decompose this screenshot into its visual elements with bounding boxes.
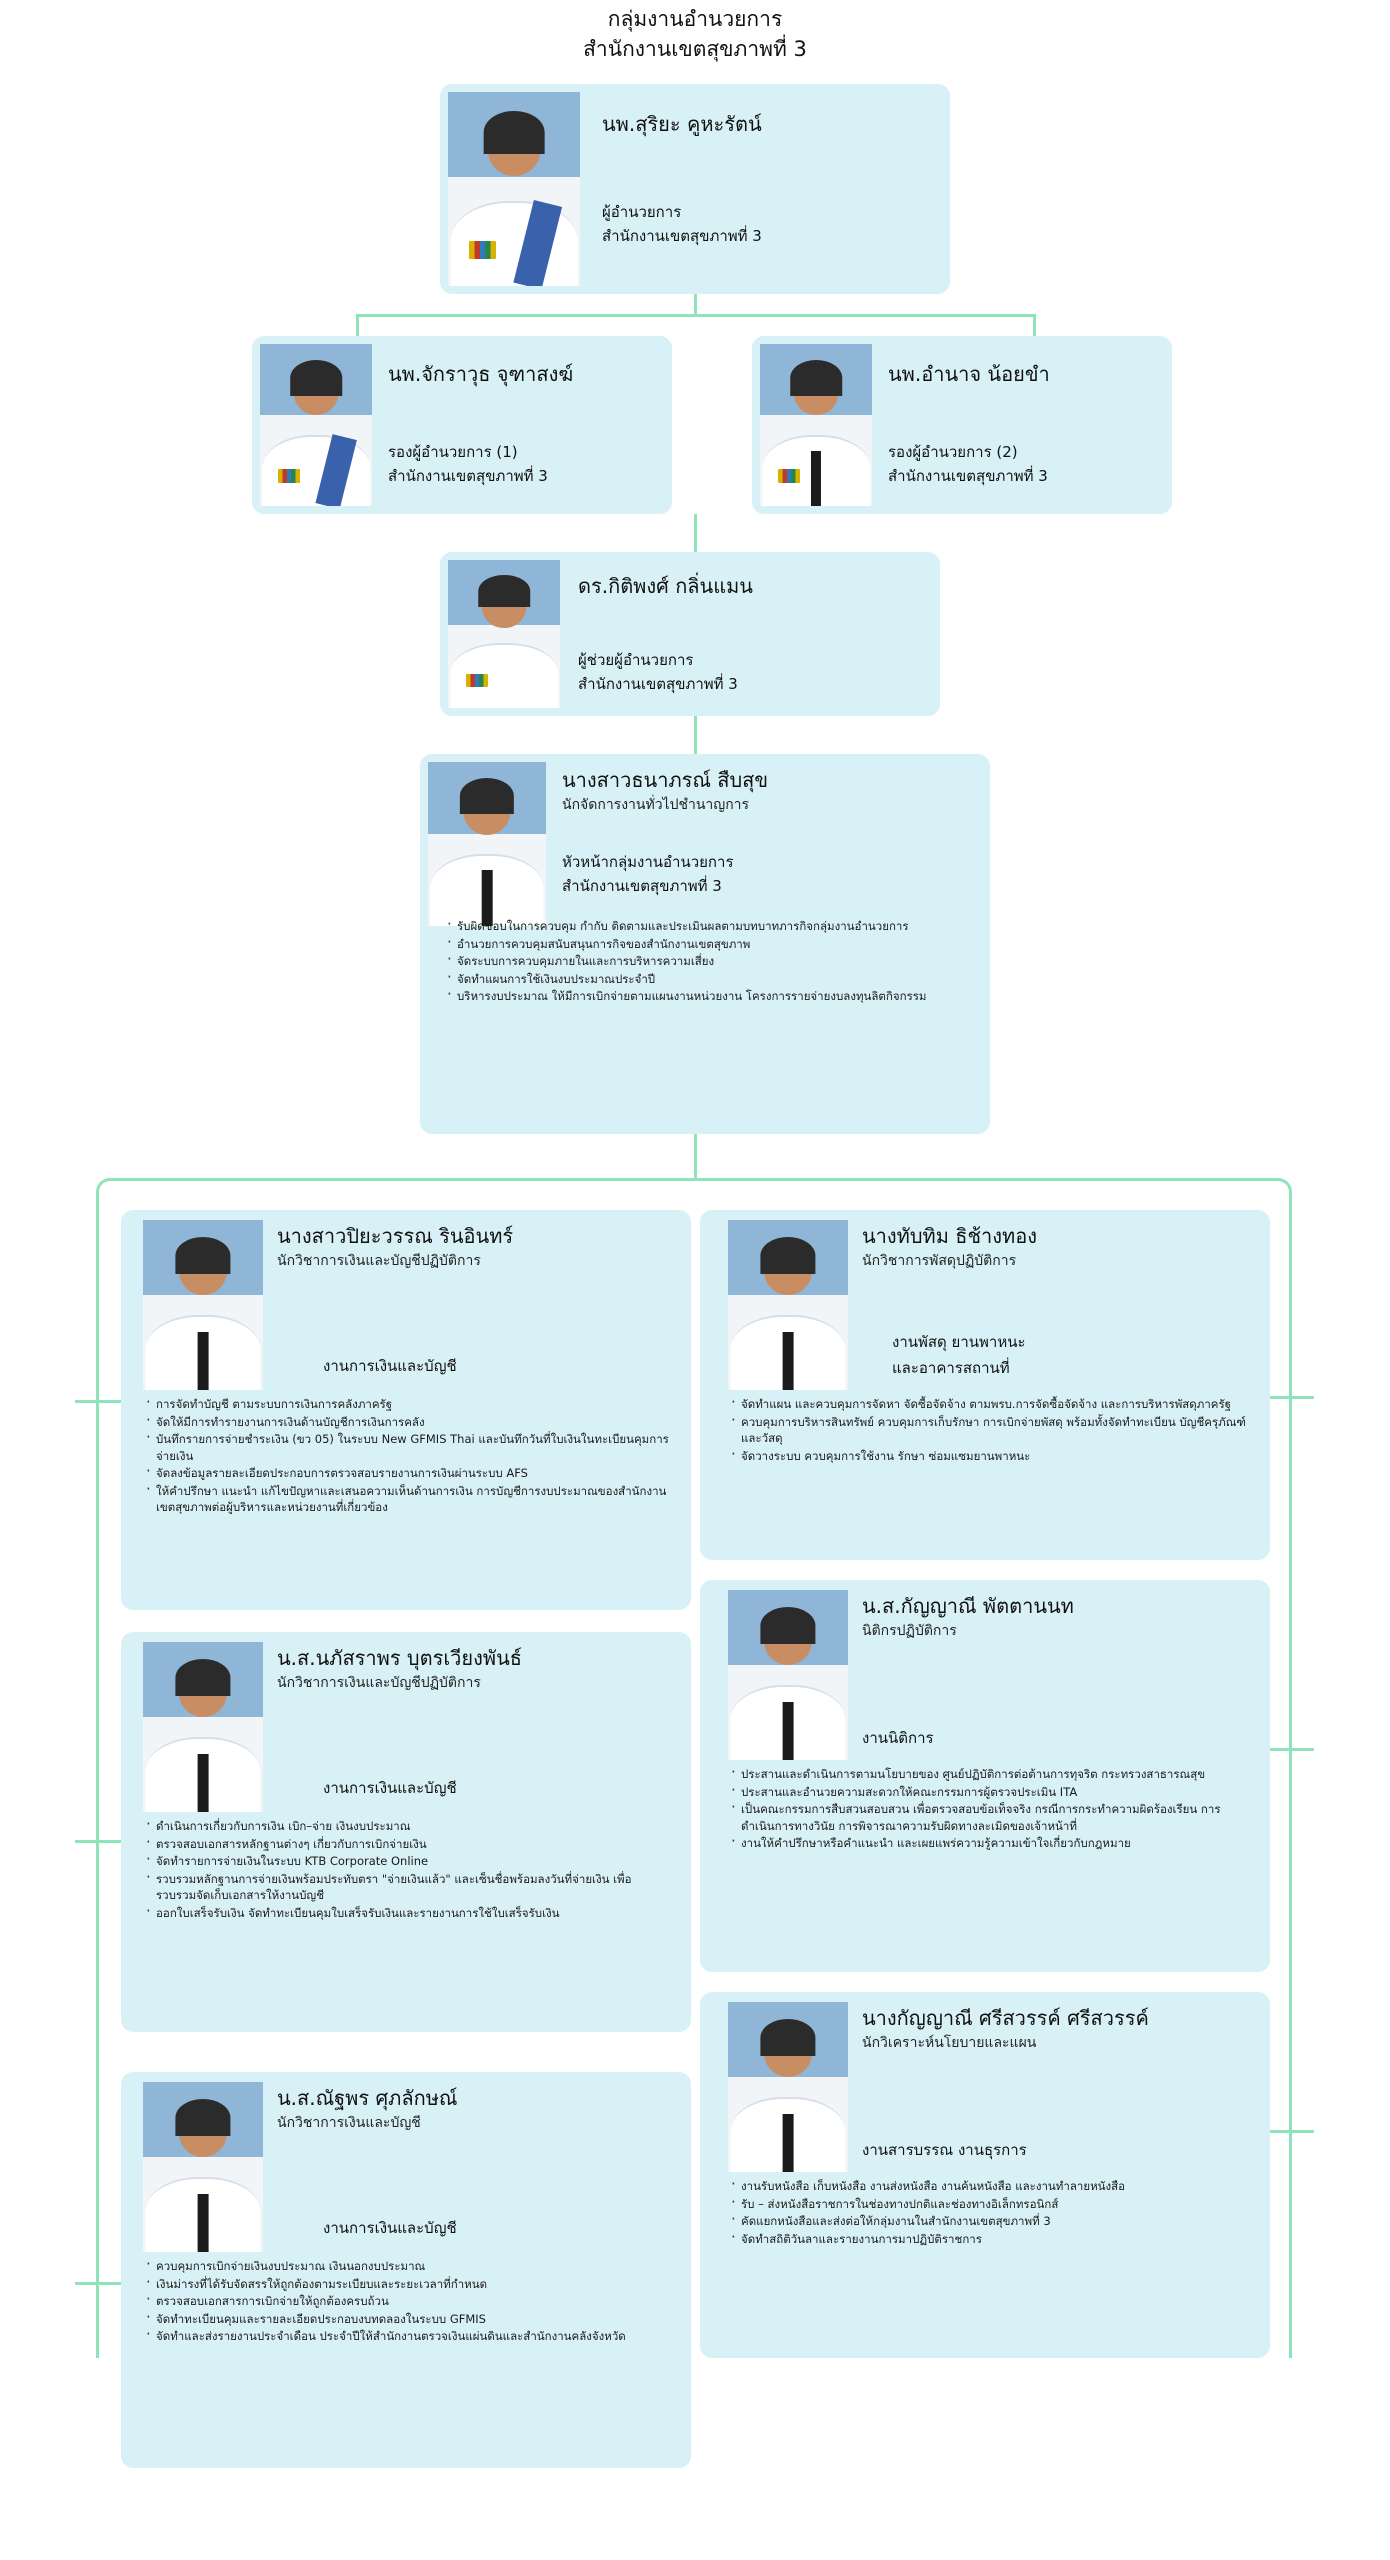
node-assistant-director[interactable] bbox=[440, 552, 940, 716]
avatar-staff-finance-3 bbox=[143, 2082, 263, 2252]
staff-legal-group: งานนิติการ bbox=[862, 1729, 934, 1747]
avatar-staff-finance-1 bbox=[143, 1220, 263, 1390]
staff-supplies-duties bbox=[728, 1396, 1250, 1465]
connector-head-down bbox=[694, 716, 697, 754]
list-item: · คัดแยกหนังสือและส่งต่อให้กลุ่มงานในสำนักงานเขตสุขภาพที่ 3 bbox=[741, 2213, 1250, 2230]
list-item: · จัดทำสถิติวันลาและรายงานการมาปฏิบัติราชการ bbox=[741, 2231, 1250, 2248]
director-name: นพ.สุริยะ คูหะรัตน์ bbox=[602, 112, 762, 136]
list-item: · บันทึกรายการจ่ายชำระเงิน (ขว 05) ในระบบ New GFMIS Thai และบันทึกวันที่ใบเงินในทะเบียนคุมการจ่ายเงิน bbox=[156, 1431, 671, 1464]
page-title bbox=[0, 4, 1390, 64]
connector-stub-right-2 bbox=[1268, 1748, 1314, 1751]
list-item: · รวบรวมหลักฐานการจ่ายเงินพร้อมประทับตรา "จ่ายเงินแล้ว" และเซ็นชื่อพร้อมลงวันที่จ่ายเงิน เพื่อรวบรวมจัดเก็บเอกสารให้งานบัญชี bbox=[156, 1871, 671, 1904]
head-of-group-role-line1: หัวหน้ากลุ่มงานอำนวยการ bbox=[562, 853, 734, 871]
list-item: · จัดทำและส่งรายงานประจำเดือน ประจำปีให้สำนักงานตรวจเงินแผ่นดินและสำนักงานคลังจังหวัด bbox=[156, 2328, 671, 2345]
assistant-director-name: ดร.กิติพงศ์ กลิ่นแมน bbox=[578, 574, 753, 598]
list-item: · ให้คำปรึกษา แนะนำ แก้ไขปัญหาและเสนอความเห็นด้านการเงิน การบัญชีการงบประมาณของสำนักงานเขตสุขภาพต่อผู้บริหารและหน่วยงานที่เกี่ยวข้อง bbox=[156, 1483, 671, 1516]
list-item: · ตรวจสอบเอกสารการเบิกจ่ายให้ถูกต้องครบถ้วน bbox=[156, 2293, 671, 2310]
avatar-head-of-group bbox=[428, 762, 546, 926]
list-item: · จัดทำทะเบียนคุมและรายละเอียดประกอบงบทดลองในระบบ GFMIS bbox=[156, 2311, 671, 2328]
avatar-director bbox=[448, 92, 580, 286]
node-deputy-2[interactable] bbox=[752, 336, 1172, 514]
connector-head-to-bracket bbox=[694, 1134, 697, 1178]
deputy-1-name: นพ.จักราวุธ จุฑาสงฆ์ bbox=[388, 362, 574, 386]
staff-administration-name: นางกัญญาณี ศรีสวรรค์ ศรีสวรรค์ bbox=[862, 2006, 1149, 2030]
node-staff-legal[interactable] bbox=[700, 1580, 1270, 1972]
node-staff-finance-1[interactable] bbox=[121, 1210, 691, 1610]
list-item: · งานให้คำปรึกษาหรือคำแนะนำ และเผยแพร่ความรู้ความเข้าใจเกี่ยวกับกฎหมาย bbox=[741, 1835, 1250, 1852]
head-of-group-duties bbox=[444, 918, 974, 1006]
head-of-group-role-line2: สำนักงานเขตสุขภาพที่ 3 bbox=[562, 877, 722, 895]
avatar-deputy-2 bbox=[760, 344, 872, 506]
page-title-line2: สำนักงานเขตสุขภาพที่ 3 bbox=[583, 37, 807, 61]
connector-assistant-down bbox=[694, 514, 697, 552]
list-item: · ควบคุมการบริหารสินทรัพย์ ควบคุมการเก็บรักษา การเบิกจ่ายพัสดุ พร้อมทั้งจัดทำทะเบียน บัญชีครุภัณฑ์และวัสดุ bbox=[741, 1414, 1250, 1447]
director-role-line2: สำนักงานเขตสุขภาพที่ 3 bbox=[602, 227, 762, 245]
list-item: · ดำเนินการเกี่ยวกับการเงิน เบิก–จ่าย เงินงบประมาณ bbox=[156, 1818, 671, 1835]
list-item: · ประสานและอำนวยความสะดวกให้คณะกรรมการผู้ตรวจประเมิน ITA bbox=[741, 1784, 1250, 1801]
deputy-2-name: นพ.อำนาจ น้อยขำ bbox=[888, 362, 1050, 386]
list-item: · จัดระบบการควบคุมภายในและการบริหารความเสี่ยง bbox=[457, 953, 974, 970]
deputy-1-role-line1: รองผู้อำนวยการ (1) bbox=[388, 443, 518, 461]
list-item: · งานรับหนังสือ เก็บหนังสือ งานส่งหนังสือ งานค้นหนังสือ และงานทำลายหนังสือ bbox=[741, 2178, 1250, 2195]
connector-director-down bbox=[694, 292, 697, 316]
connector-deputy2-down bbox=[1033, 314, 1036, 336]
connector-stub-left-1 bbox=[75, 1400, 121, 1403]
assistant-director-role-line2: สำนักงานเขตสุขภาพที่ 3 bbox=[578, 675, 738, 693]
node-director[interactable] bbox=[440, 84, 950, 294]
node-head-of-group[interactable] bbox=[420, 754, 990, 1134]
node-deputy-1[interactable] bbox=[252, 336, 672, 514]
staff-finance-2-position: นักวิชาการเงินและบัญชีปฏิบัติการ bbox=[277, 1675, 481, 1691]
deputy-2-role-line1: รองผู้อำนวยการ (2) bbox=[888, 443, 1018, 461]
staff-supplies-group-line1: งานพัสดุ ยานพาหนะ bbox=[892, 1333, 1026, 1351]
director-role-line1: ผู้อำนวยการ bbox=[602, 203, 682, 221]
staff-finance-2-duties bbox=[143, 1818, 671, 1922]
staff-finance-2-name: น.ส.นภัสราพร บุตรเวียงพันธ์ bbox=[277, 1646, 522, 1670]
staff-finance-1-name: นางสาวปิยะวรรณ รินอินทร์ bbox=[277, 1224, 514, 1248]
list-item: · ควบคุมการเบิกจ่ายเงินงบประมาณ เงินนอกงบประมาณ bbox=[156, 2258, 671, 2275]
page-title-line1: กลุ่มงานอำนวยการ bbox=[607, 7, 783, 31]
assistant-director-role-line1: ผู้ช่วยผู้อำนวยการ bbox=[578, 651, 694, 669]
list-item: · จัดทำแผนการใช้เงินงบประมาณประจำปี bbox=[457, 971, 974, 988]
deputy-1-role-line2: สำนักงานเขตสุขภาพที่ 3 bbox=[388, 467, 548, 485]
deputy-2-role-line2: สำนักงานเขตสุขภาพที่ 3 bbox=[888, 467, 1048, 485]
list-item: · ตรวจสอบเอกสารหลักฐานต่างๆ เกี่ยวกับการเบิกจ่ายเงิน bbox=[156, 1836, 671, 1853]
connector-stub-left-2 bbox=[75, 1840, 121, 1843]
staff-finance-1-group: งานการเงินและบัญชี bbox=[323, 1357, 457, 1375]
staff-legal-duties bbox=[728, 1766, 1250, 1853]
avatar-staff-legal bbox=[728, 1590, 848, 1760]
staff-administration-group: งานสารบรรณ งานธุรการ bbox=[862, 2141, 1027, 2159]
node-staff-finance-2[interactable] bbox=[121, 1632, 691, 2032]
list-item: · อำนวยการควบคุมสนับสนุนการกิจของสำนักงานเขตสุขภาพ bbox=[457, 936, 974, 953]
staff-legal-position: นิติกรปฏิบัติการ bbox=[862, 1623, 957, 1639]
connector-deputies-bar bbox=[356, 314, 1036, 317]
staff-finance-3-group: งานการเงินและบัญชี bbox=[323, 2219, 457, 2237]
list-item: · เป็นคณะกรรมการสืบสวนสอบสวน เพื่อตรวจสอบข้อเท็จจริง กรณีการกระทำความผิดร้องเรียน การดำเนินการทางวินัย การพิจารณาความรับผิดทางละเมิดของเจ้าหน้าที่ bbox=[741, 1801, 1250, 1834]
head-of-group-name: นางสาวธนาภรณ์ สืบสุข bbox=[562, 768, 769, 792]
staff-finance-1-duties bbox=[143, 1396, 671, 1517]
staff-supplies-name: นางทับทิม ธิช้างทอง bbox=[862, 1224, 1038, 1248]
connector-deputy1-down bbox=[356, 314, 359, 336]
list-item: · จัดให้มีการทำรายงานการเงินด้านบัญชีการเงินการคลัง bbox=[156, 1414, 671, 1431]
list-item: · รับ – ส่งหนังสือราชการในช่องทางปกติและช่องทางอิเล็กทรอนิกส์ bbox=[741, 2196, 1250, 2213]
staff-finance-3-duties bbox=[143, 2258, 671, 2346]
list-item: · การจัดทำบัญชี ตามระบบการเงินการคลังภาครัฐ bbox=[156, 1396, 671, 1413]
staff-administration-position: นักวิเคราะห์นโยบายและแผน bbox=[862, 2035, 1037, 2051]
avatar-staff-supplies bbox=[728, 1220, 848, 1390]
connector-stub-right-3 bbox=[1268, 2130, 1314, 2133]
avatar-deputy-1 bbox=[260, 344, 372, 506]
avatar-staff-finance-2 bbox=[143, 1642, 263, 1812]
staff-supplies-position: นักวิชาการพัสดุปฏิบัติการ bbox=[862, 1253, 1017, 1269]
list-item: · จัดทำรายการจ่ายเงินในระบบ KTB Corporate Online bbox=[156, 1853, 671, 1870]
staff-supplies-group-line2: และอาคารสถานที่ bbox=[892, 1359, 1010, 1377]
list-item: · จัดลงข้อมูลรายละเอียดประกอบการตรวจสอบรายงานการเงินผ่านระบบ AFS bbox=[156, 1465, 671, 1482]
staff-finance-3-name: น.ส.ณัฐพร ศุภลักษณ์ bbox=[277, 2086, 458, 2110]
list-item: · ออกใบเสร็จรับเงิน จัดทำทะเบียนคุมใบเสร็จรับเงินและรายงานการใช้ใบเสร็จรับเงิน bbox=[156, 1905, 671, 1922]
list-item: · ประสานและดำเนินการตามนโยบายของ ศูนย์ปฏิบัติการต่อต้านการทุจริต กระทรวงสาธารณสุข bbox=[741, 1766, 1250, 1783]
staff-legal-name: น.ส.กัญญาณี พัตตานนท bbox=[862, 1594, 1074, 1618]
list-item: · จัดวางระบบ ควบคุมการใช้งาน รักษา ซ่อมแซมยานพาหนะ bbox=[741, 1448, 1250, 1465]
staff-finance-2-group: งานการเงินและบัญชี bbox=[323, 1779, 457, 1797]
staff-administration-duties bbox=[728, 2178, 1250, 2248]
staff-finance-3-position: นักวิชาการเงินและบัญชี bbox=[277, 2115, 421, 2131]
avatar-assistant-director bbox=[448, 560, 560, 708]
node-staff-administration[interactable] bbox=[700, 1992, 1270, 2358]
list-item: · เงินม่ารงที่ได้รับจัดสรรให้ถูกต้องตามระเบียบและระยะเวลาที่กำหนด bbox=[156, 2276, 671, 2293]
list-item: · บริหารงบประมาณ ให้มีการเบิกจ่ายตามแผนงานหน่วยงาน โครงการรายจ่ายงบลงทุนลิตกิจกรรม bbox=[457, 988, 974, 1005]
avatar-staff-administration bbox=[728, 2002, 848, 2172]
head-of-group-position: นักจัดการงานทั่วไปชำนาญการ bbox=[562, 797, 750, 813]
node-staff-finance-3[interactable] bbox=[121, 2072, 691, 2468]
list-item: · จัดทำแผน และควบคุมการจัดหา จัดซื้อจัดจ้าง ตามพรบ.การจัดซื้อจัดจ้าง และการบริหารพัสดุภาครัฐ bbox=[741, 1396, 1250, 1413]
list-item: · รับผิดชอบในการควบคุม กำกับ ติดตามและประเมินผลตามบทบาทภารกิจกลุ่มงานอำนวยการ bbox=[457, 918, 974, 935]
connector-stub-right-1 bbox=[1268, 1396, 1314, 1399]
connector-stub-left-3 bbox=[75, 2282, 121, 2285]
node-staff-supplies[interactable] bbox=[700, 1210, 1270, 1560]
staff-finance-1-position: นักวิชาการเงินและบัญชีปฏิบัติการ bbox=[277, 1253, 481, 1269]
